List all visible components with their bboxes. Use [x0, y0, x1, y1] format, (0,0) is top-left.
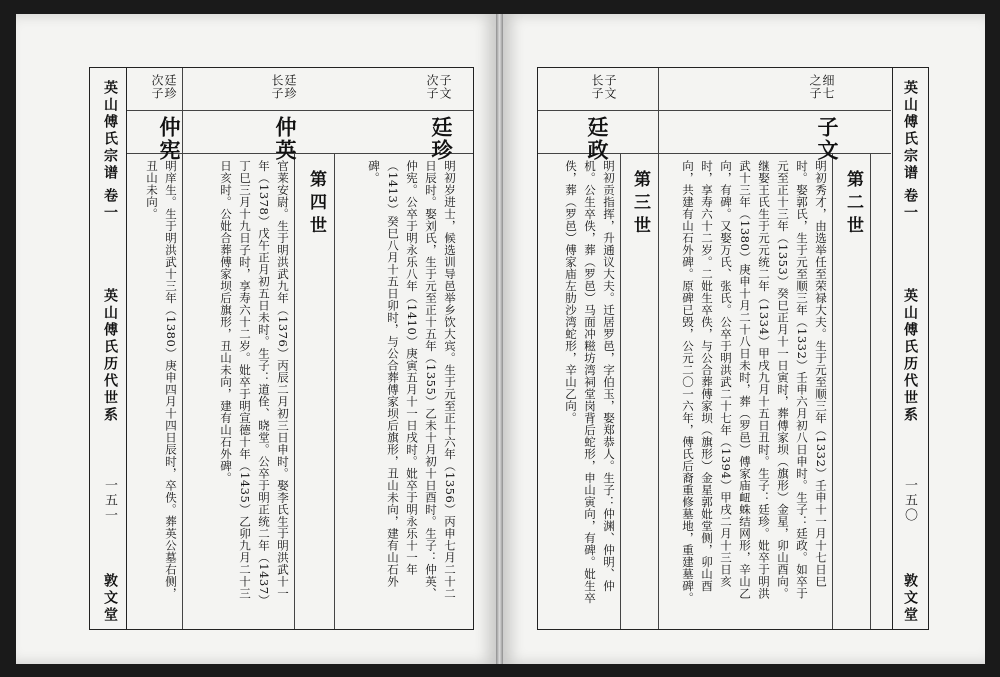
- person-bio: 明庠生。生于明洪武十三年（1380）庚申四月十四日辰时，卒佚。葬英公墓右侧，丑山未向。: [145, 160, 178, 600]
- person-bio: 明初贡指挥，升通议大夫。迁居罗邑，字伯玉，娶郑恭人。生子：仲渊、仲明、仲机。公生卒佚，葬（罗邑）马面冲糍坊湾祠堂岗背后蛇形，申山寅向，有碑。妣生卒佚，葬（罗邑）傅家庙左肋沙湾蛇形，辛山乙向。: [564, 160, 616, 604]
- publisher-name: 敦文堂: [102, 573, 118, 624]
- person-name: 廷政: [585, 116, 610, 162]
- volume-label: 卷一: [102, 188, 118, 222]
- person-name: 廷珍: [429, 116, 454, 162]
- left-page-frame: [89, 67, 474, 630]
- section-title: 英山傅氏历代世系: [902, 288, 918, 424]
- right-page-frame: [537, 67, 929, 630]
- generation-label: 第四世: [306, 170, 326, 239]
- book-title: 英山傅氏宗谱: [102, 80, 118, 182]
- person-name: 子文: [815, 116, 840, 162]
- left-page: [16, 14, 496, 664]
- volume-label: 卷一: [902, 188, 918, 222]
- page-number: 一五一: [102, 478, 117, 523]
- generation-label: 第三世: [630, 170, 650, 239]
- person-bio: 明初秀才，由选举任至荣禄大夫。生于元至顺三年（1332）壬申十一月十七日巳时。娶郭氏，生于元至顺三年（1332）壬申六月初八日申时。生子：廷政。如卒于元至正十三年（1353）癸巳正月十一日寅时，葬傅家坝（旗形）金星，卯山酉向。继娶王氏生于元元统二年（1334）甲戌九月十五日丑时。生子：廷珍。妣卒于明洪武十三年（1380）庚申十月二十八日未时，葬（罗邑）傅家庙衄蛛结网形，辛山乙向，有碑。又娶万氏、张氏。公卒于明洪武二十七年（1394）甲戌二月十三日亥时，享寿六十二岁。二妣生卒佚，与公合葬傅家坝（旗形）金星郭妣堂侧，卯山酉向，共建有山石外碑。原碑已毁，公元二〇一六年，傅氏后裔重修墓地，重建墓碑。: [681, 160, 828, 604]
- publisher-name: 敦文堂: [902, 573, 918, 624]
- person-bio: 明初岁进士，候选训导邑举乡饮大宾。生于元至正十六年（1356）丙申七月二十二日辰时。娶刘氏，生于元至正十五年（1355）乙未十月初十日酉时。生子：仲英、仲宪。公卒于明永乐八年（1410）庚寅五月十一日戌时。妣卒于明永乐十一年（1413）癸巳八月十五日卯时，与公合葬傅家坝后旗形，丑山未向，建有山石外碑。: [367, 160, 457, 600]
- relation-label: 细七 之子: [808, 74, 835, 100]
- right-page: [503, 14, 985, 664]
- person-bio: 官莱安尉。生于明洪武九年（1376）丙辰二月初三日申时。娶李氏生于明洪武十一年（1378）戊午正月初五日未时。生子：道佺、晓堂。公卒于明正统二年（1437）丁巳三月十九日子时，享寿六十二岁。妣卒于明宣德十年（1435）乙卯九月二十三日亥时。公妣合葬傅家坝后旗形，丑山未向，建有山石外碑。: [219, 160, 290, 607]
- relation-label: 子文 长子: [590, 74, 617, 100]
- person-name: 仲英: [273, 116, 298, 162]
- generation-label: 第二世: [843, 170, 863, 239]
- relation-label: 廷珍 长子: [270, 74, 297, 100]
- relation-label: 子文 次子: [425, 74, 452, 100]
- page-number: 一五〇: [902, 478, 917, 523]
- section-title: 英山傅氏历代世系: [102, 288, 118, 424]
- relation-label: 廷珍 次子: [150, 74, 177, 100]
- person-name: 仲宪: [157, 116, 182, 162]
- book-title: 英山傅氏宗谱: [902, 80, 918, 182]
